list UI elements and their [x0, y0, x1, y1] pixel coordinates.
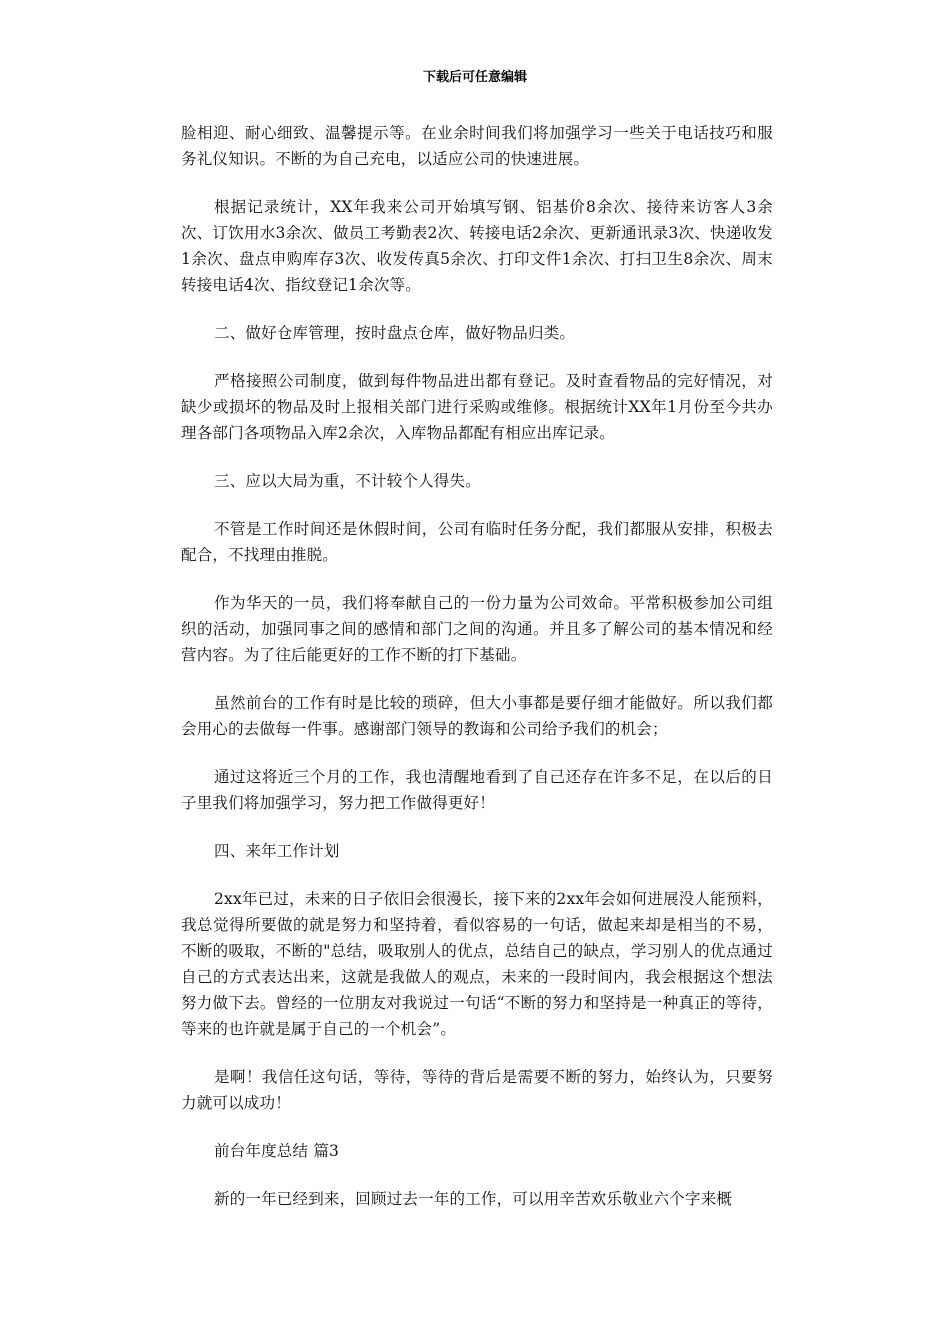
paragraph: 根据记录统计，XX年我来公司开始填写钢、铝基价8余次、接待来访客人3余次、订饮用水3余次、做员工考勤表2次、转接电话2余次、更新通讯录3次、快递收发1余次、盘点申购库存3次、收发传真5余次、打印文件1余次、打扫卫生8余次、周末转接电话4次、指纹登记1余次等。 [181, 198, 773, 294]
paragraph: 是啊！我信任这句话，等待，等待的背后是需要不断的努力，始终认为，只要努力就可以成功！ [181, 1068, 773, 1112]
paragraph: 不管是工作时间还是休假时间，公司有临时任务分配，我们都服从安排，积极去配合，不找理由推脱。 [181, 520, 773, 564]
paragraph: 作为华天的一员，我们将奉献自己的一份力量为公司效命。平常积极参加公司组织的活动，加强同事之间的感情和部门之间的沟通。并且多了解公司的基本情况和经营内容。为了往后能更好的工作不断的打下基础。 [181, 594, 773, 664]
paragraph: 2xx年已过，未来的日子依旧会很漫长，接下来的2xx年会如何进展没人能预料，我总觉得所要做的就是努力和坚持着，看似容易的一句话，做起来却是相当的不易，不断的吸取，不断的"总结，吸取别人的优点，总结自己的缺点，学习别人的优点通过自己的方式表达出来，这就是我做人的观点，未来的一段时间内，我会根据这个想法努力做下去。曾经的一位朋友对我说过一句话“不断的努力和坚持是一种真正的等待，等来的也许就是属于自己的一个机会”。 [181, 890, 773, 1038]
section-heading: 三、应以大局为重，不计较个人得失。 [214, 472, 481, 490]
section-heading: 四、来年工作计划 [214, 842, 340, 860]
paragraph: 通过这将近三个月的工作，我也清醒地看到了自己还存在许多不足，在以后的日子里我们将加强学习，努力把工作做得更好！ [181, 768, 773, 812]
section-heading: 二、做好仓库管理，按时盘点仓库，做好物品归类。 [214, 324, 576, 342]
paragraph: 严格接照公司制度，做到每件物品进出都有登记。及时查看物品的完好情况，对缺少或损坏的物品及时上报相关部门进行采购或维修。根据统计XX年1月份至今共办理各部门各项物品入库2余次，入库物品都配有相应出库记录。 [181, 372, 773, 442]
paragraph: 新的一年已经到来，回顾过去一年的工作，可以用辛苦欢乐敬业六个字来概 [214, 1190, 733, 1208]
paragraph: 脸相迎、耐心细致、温馨提示等。在业余时间我们将加强学习一些关于电话技巧和服务礼仪知识。不断的为自己充电，以适应公司的快速进展。 [181, 124, 773, 168]
paragraph: 虽然前台的工作有时是比较的琐碎，但大小事都是要仔细才能做好。所以我们都会用心的去做每一件事。感谢部门领导的教诲和公司给予我们的机会； [181, 694, 773, 738]
page-header: 下载后可任意编辑 [422, 70, 527, 85]
document-body [181, 120, 773, 1234]
article-title: 前台年度总结 篇3 [214, 1142, 340, 1160]
